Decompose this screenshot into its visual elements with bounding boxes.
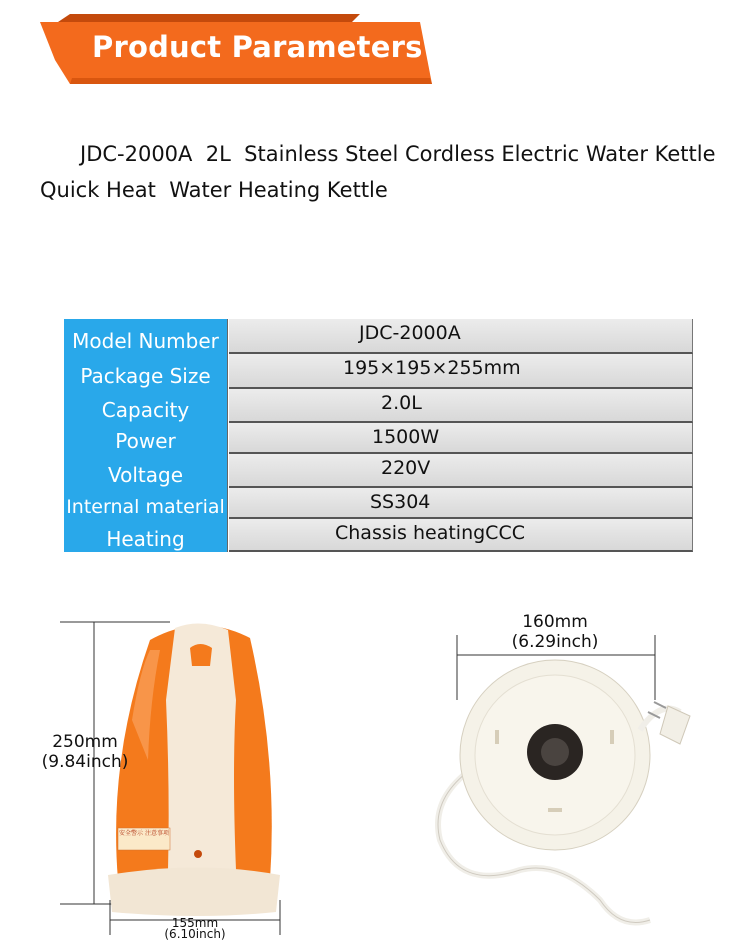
product-title-line1: JDC-2000A 2L Stainless Steel Cordless Electric Water Kettle	[80, 142, 716, 166]
spec-label: Internal material	[64, 488, 228, 519]
spec-value-text: 220V	[381, 457, 431, 479]
spec-value-text: Chassis heatingCCC	[335, 522, 525, 544]
spec-label: Package Size	[64, 354, 228, 389]
spec-row-power	[64, 423, 694, 454]
spec-value-text: 2.0L	[381, 392, 422, 414]
kettle-width-inch: (6.10inch)	[164, 927, 226, 941]
kettle-height-inch: (9.84inch)	[41, 752, 129, 772]
spec-row-package-size	[64, 354, 694, 389]
spec-label: Capacity	[64, 389, 228, 423]
spec-row-capacity	[64, 389, 694, 423]
base-diameter-label	[500, 612, 610, 652]
spec-value-text: 195×195×255mm	[343, 357, 521, 379]
spec-row-heating	[64, 519, 694, 552]
spec-value	[229, 389, 693, 423]
kettle-sticker-text: 安全警示 注意事项	[119, 830, 169, 837]
kettle-width-label	[150, 918, 240, 940]
spec-value-text: SS304	[370, 491, 431, 513]
base-diameter-mm: 160mm	[522, 612, 588, 632]
spec-value	[229, 423, 693, 454]
spec-value-text: JDC-2000A	[359, 322, 461, 344]
spec-label: Voltage	[64, 454, 228, 488]
spec-row-voltage	[64, 454, 694, 488]
spec-label: Power	[64, 423, 228, 454]
spec-row-model	[64, 319, 694, 354]
banner-title: Product Parameters	[92, 30, 423, 64]
base-image	[438, 660, 690, 923]
base-diameter-inch: (6.29inch)	[511, 632, 599, 652]
spec-row-internal-material	[64, 488, 694, 519]
spec-value-text: 1500W	[372, 426, 440, 448]
spec-value	[229, 454, 693, 488]
spec-value	[229, 519, 693, 552]
kettle-height-label	[30, 732, 140, 772]
spec-label: Model Number	[64, 319, 228, 354]
spec-value	[229, 488, 693, 519]
kettle-width-mm: 155mm	[171, 916, 219, 930]
spec-label: Heating	[64, 519, 228, 552]
spec-value	[229, 354, 693, 389]
kettle-height-mm: 250mm	[52, 732, 118, 752]
product-title-line2: Quick Heat Water Heating Kettle	[40, 178, 388, 202]
spec-value	[229, 319, 693, 354]
